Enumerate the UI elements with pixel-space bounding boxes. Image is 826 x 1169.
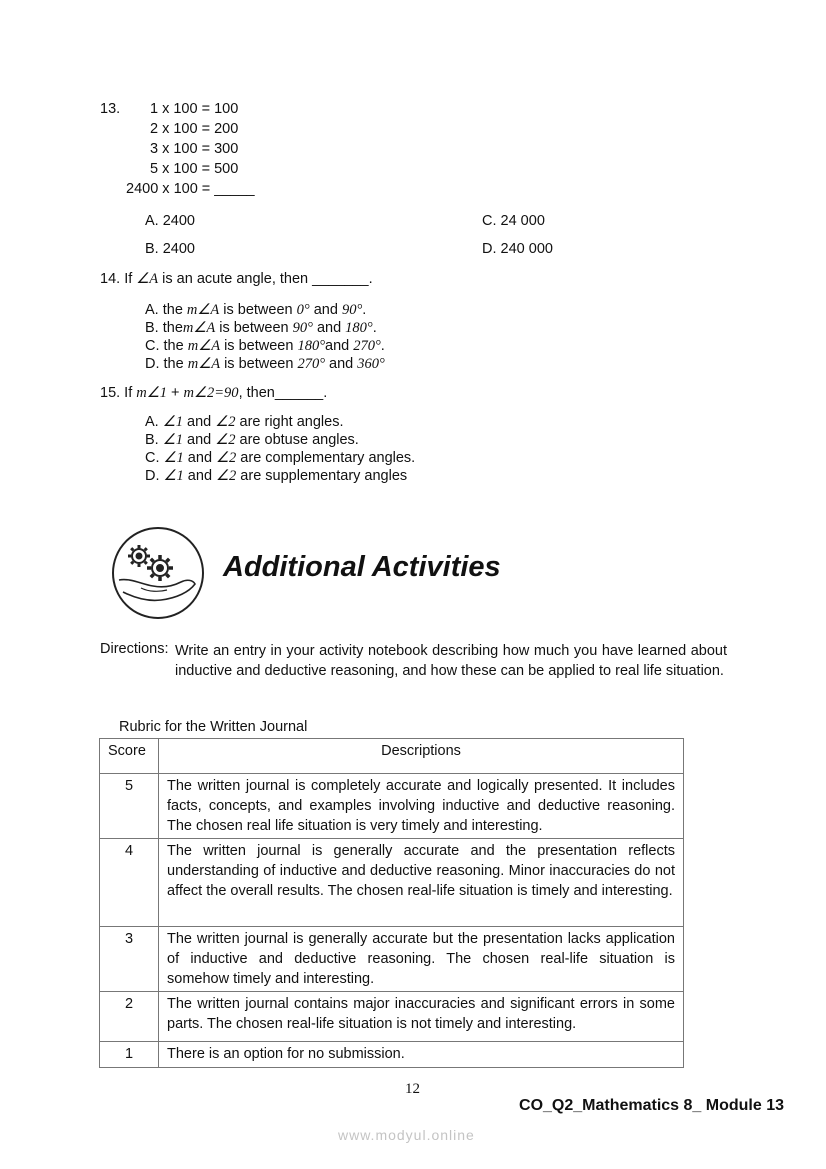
table-row xyxy=(100,992,684,1042)
q13-option-a: A. 2400 xyxy=(145,213,195,229)
q13-question: 2400 x 100 = _____ xyxy=(126,181,255,197)
question-15: 15. If m∠1 + m∠2=90, then______. xyxy=(100,385,328,401)
q13-line-1: 1 x 100 = 100 xyxy=(150,101,239,117)
section-title: Additional Activities xyxy=(223,551,501,583)
question-14-number: 14. xyxy=(100,271,121,287)
page-number: 12 xyxy=(405,1081,420,1097)
q13-line-2: 2 x 100 = 200 xyxy=(150,121,239,137)
question-13-number: 13. xyxy=(100,101,121,117)
q13-option-b: B. 2400 xyxy=(145,241,195,257)
q15-option-a: A. ∠1 and ∠2 are right angles. xyxy=(145,414,344,430)
question-14-stem-pre: If xyxy=(124,271,137,287)
q14-option-a: A. the m∠A is between 0° and 90°. xyxy=(145,302,367,318)
rubric-score: 2 xyxy=(100,992,159,1042)
rubric-score: 1 xyxy=(100,1042,159,1068)
module-code: CO_Q2_Mathematics 8_ Module 13 xyxy=(519,1097,784,1114)
q13-option-d: D. 240 000 xyxy=(482,241,553,257)
rubric-caption: Rubric for the Written Journal xyxy=(119,719,308,735)
table-row xyxy=(100,774,684,839)
table-row xyxy=(100,927,684,992)
question-14-angle: ∠A xyxy=(136,271,159,287)
q13-option-c: C. 24 000 xyxy=(482,213,545,229)
table-row xyxy=(100,839,684,927)
q14-option-b: B. them∠A is between 90° and 180°. xyxy=(145,320,377,336)
q13-line-4: 5 x 100 = 500 xyxy=(150,161,239,177)
gears-in-hand-icon xyxy=(111,526,205,620)
rubric-table xyxy=(99,738,684,1068)
directions-label: Directions: xyxy=(100,641,169,657)
rubric-description: The written journal is completely accurate and logically presented. It includes facts, concepts, and examples involving inductive and deductive reasoning. The chosen real life situation is very timely and interesting. xyxy=(159,774,684,839)
watermark: www.modyul.online xyxy=(338,1127,475,1143)
rubric-score: 5 xyxy=(100,774,159,839)
q15-option-b: B. ∠1 and ∠2 are obtuse angles. xyxy=(145,432,359,448)
question-14 xyxy=(100,271,373,288)
directions-text: Write an entry in your activity notebook describing how much you have learned about inductive and deductive reasoning, and how these can be applied to real life situation. xyxy=(175,643,727,679)
table-row xyxy=(100,1042,684,1068)
rubric-description: There is an option for no submission. xyxy=(159,1042,684,1068)
rubric-description: The written journal is generally accurate but the presentation lacks application of inductive and deductive reasoning. The chosen real-life situation is somehow timely and interesting. xyxy=(159,927,684,992)
rubric-header-row xyxy=(100,739,684,774)
rubric-description: The written journal contains major inaccuracies and significant errors in some parts. The chosen real-life situation is not timely and interesting. xyxy=(159,992,684,1042)
q14-option-d: D. the m∠A is between 270° and 360° xyxy=(145,356,385,372)
rubric-score: 3 xyxy=(100,927,159,992)
q13-line-3: 3 x 100 = 300 xyxy=(150,141,239,157)
rubric-description: The written journal is generally accurate and the presentation reflects understanding of inductive and deductive reasoning. Minor inaccuracies do not affect the overall results. The chosen real-life situation is timely and interesting. xyxy=(159,839,684,927)
rubric-header-score: Score xyxy=(100,739,159,774)
q14-option-c: C. the m∠A is between 180°and 270°. xyxy=(145,338,385,354)
rubric-score: 4 xyxy=(100,839,159,927)
q15-option-d: D. ∠1 and ∠2 are supplementary angles xyxy=(145,468,408,484)
rubric-header-descriptions: Descriptions xyxy=(159,739,684,774)
q15-option-c: C. ∠1 and ∠2 are complementary angles. xyxy=(145,450,416,466)
question-14-stem-post: is an acute angle, then _______. xyxy=(158,271,373,287)
